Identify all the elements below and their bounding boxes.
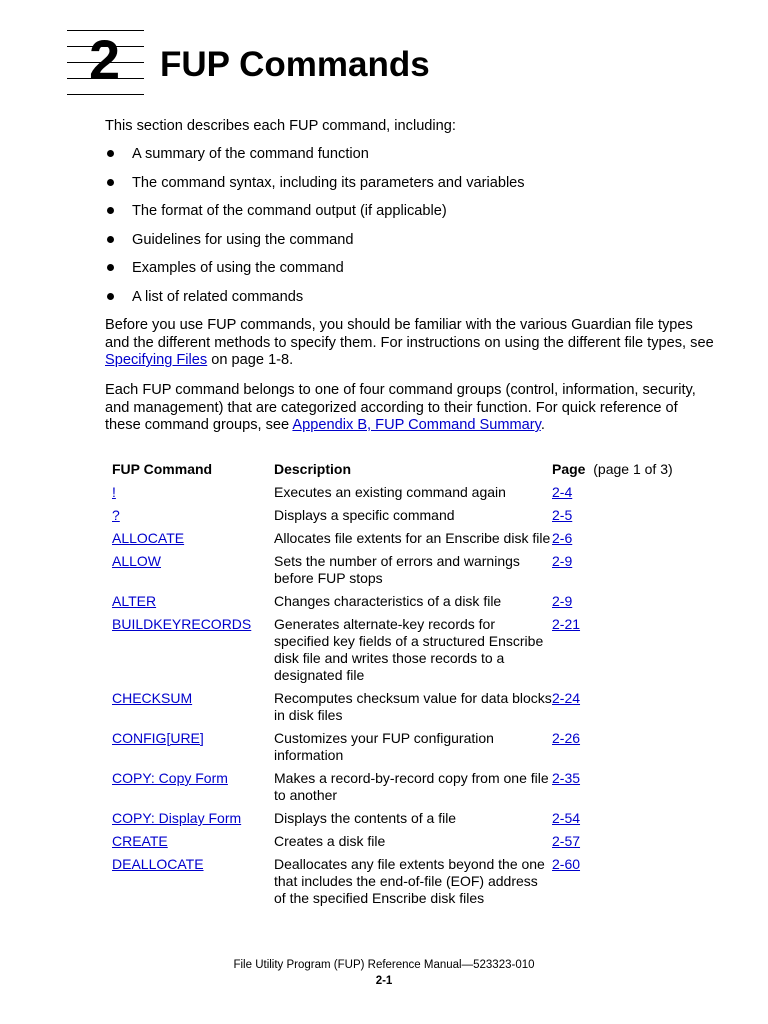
page-link[interactable]: 2-21 — [552, 616, 581, 632]
footer-page-number: 2-1 — [375, 975, 393, 987]
command-description: Sets the number of errors and warnings before FUP stops — [274, 553, 520, 586]
appendix-b-link[interactable]: Appendix B, FUP Command Summary — [292, 417, 541, 433]
table-row — [112, 593, 692, 616]
table-row — [112, 856, 692, 913]
header-page: Page (page 1 of 3) — [552, 461, 673, 477]
command-link[interactable]: ALTER — [112, 593, 157, 609]
bullet-list — [105, 144, 525, 316]
bullet-icon — [107, 264, 114, 271]
command-link[interactable]: ! — [112, 484, 116, 500]
table-row — [112, 553, 692, 593]
command-link[interactable]: COPY: Copy Form — [112, 770, 228, 786]
command-description: Allocates file extents for an Enscribe disk file — [274, 530, 551, 546]
command-link[interactable]: CREATE — [112, 833, 168, 849]
list-item: A list of related commands — [105, 287, 525, 316]
list-item: A summary of the command function — [105, 144, 525, 173]
page-link[interactable]: 2-24 — [552, 690, 581, 706]
command-description: Creates a disk file — [274, 833, 386, 849]
command-description: Displays a specific command — [274, 507, 455, 523]
command-description: Executes an existing command again — [274, 484, 506, 500]
command-link[interactable]: ? — [112, 507, 120, 523]
list-item: The format of the command output (if applicable) — [105, 201, 525, 230]
command-link[interactable]: CHECKSUM — [112, 690, 193, 706]
list-item: The command syntax, including its parameters and variables — [105, 173, 525, 202]
table-row — [112, 484, 692, 507]
chapter-number: 2 — [89, 28, 121, 91]
bullet-icon — [107, 293, 114, 300]
bullet-icon — [107, 236, 114, 243]
page-link[interactable]: 2-4 — [552, 484, 573, 500]
page-link[interactable]: 2-9 — [552, 593, 573, 609]
table-row — [112, 810, 692, 833]
table-row — [112, 530, 692, 553]
command-description: Makes a record-by-record copy from one file to another — [274, 770, 549, 803]
chapter-title: FUP Commands — [160, 45, 430, 84]
list-item: Guidelines for using the command — [105, 230, 525, 259]
bullet-icon — [107, 150, 114, 157]
header-description: Description — [274, 461, 352, 477]
command-link[interactable]: COPY: Display Form — [112, 810, 242, 826]
table-body — [112, 484, 692, 913]
command-link[interactable]: BUILDKEYRECORDS — [112, 616, 252, 632]
command-description: Recomputes checksum value for data blocks in disk files — [274, 690, 552, 723]
header-command: FUP Command — [112, 461, 213, 477]
page-link[interactable]: 2-5 — [552, 507, 573, 523]
chapter-number-box — [67, 30, 144, 95]
page-link[interactable]: 2-35 — [552, 770, 581, 786]
page-link[interactable]: 2-26 — [552, 730, 581, 746]
command-description: Generates alternate-key records for specified key fields of a structured Enscribe disk file and writes those records to a designated file — [274, 616, 544, 683]
table-row — [112, 690, 692, 730]
table-row — [112, 833, 692, 856]
bullet-icon — [107, 179, 114, 186]
table-row — [112, 507, 692, 530]
table-header-row — [112, 461, 692, 484]
paragraph-command-groups: Each FUP command belongs to one of four command groups (control, information, security, and management) that are categorized according to their function. For quick reference of these command groups, see Appendix B, FUP Command Summary. — [105, 382, 696, 433]
table-row — [112, 770, 692, 810]
table-page-note: (page 1 of 3) — [593, 461, 673, 477]
footer-manual-title: File Utility Program (FUP) Reference Manual—523323-010 — [233, 959, 535, 971]
page-link[interactable]: 2-57 — [552, 833, 581, 849]
page-link[interactable]: 2-6 — [552, 530, 573, 546]
bullet-icon — [107, 207, 114, 214]
list-item: Examples of using the command — [105, 258, 525, 287]
page-link[interactable]: 2-9 — [552, 553, 573, 569]
command-description: Changes characteristics of a disk file — [274, 593, 502, 609]
table-row — [112, 616, 692, 690]
command-link[interactable]: ALLOCATE — [112, 530, 185, 546]
paragraph-file-types: Before you use FUP commands, you should be familiar with the various Guardian file types and the different methods to specify them. For instructions on using the different file types, see Specifying Files on page 1-8. — [105, 317, 714, 368]
page-link[interactable]: 2-54 — [552, 810, 581, 826]
table-row — [112, 730, 692, 770]
command-description: Deallocates any file extents beyond the one that includes the end-of-file (EOF) address of the specified Enscribe disk files — [274, 856, 545, 906]
command-link[interactable]: DEALLOCATE — [112, 856, 204, 872]
command-description: Displays the contents of a file — [274, 810, 457, 826]
command-description: Customizes your FUP configuration information — [274, 730, 494, 763]
page-link[interactable]: 2-60 — [552, 856, 581, 872]
command-table — [112, 461, 692, 913]
command-link[interactable]: CONFIG[URE] — [112, 730, 204, 746]
command-link[interactable]: ALLOW — [112, 553, 162, 569]
specifying-files-link[interactable]: Specifying Files — [105, 352, 208, 368]
intro-text: This section describes each FUP command, including: — [105, 118, 456, 134]
